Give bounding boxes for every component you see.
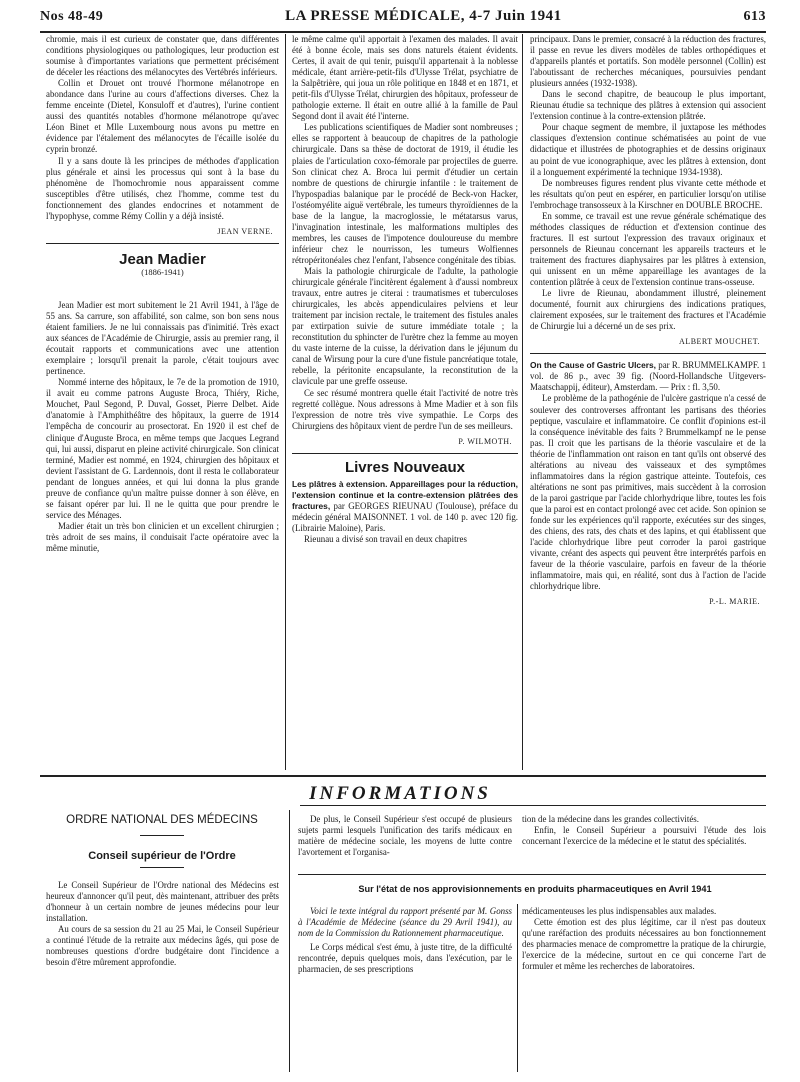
column-3: [530, 34, 766, 613]
paragraph: Le Corps médical s'est ému, à juste titre, de la difficulté rencontrée, depuis quelques mois, dans l'exécution, par le pharmacien, de ses prescriptions: [298, 942, 512, 975]
paragraph: Pour chaque segment de membre, il juxtapose les méthodes classiques d'extension continue schématisées au point de vue didactique et illustrées de photographies et de dessins originaux au point de vue iconographique, avec les plâtres à extension, dont il a longuement expérimenté la technique 1934-1938).: [530, 122, 766, 177]
conseil-underline: [140, 867, 184, 868]
paragraph: principaux. Dans le premier, consacré à la réduction des fractures, il passe en revue les divers modèles de tables orthopédiques et d'appareils plantés et portatifs. Son modèle personnel (Collin) est l'aboutissant de recherches mécaniques, poursuivies pendant plusieurs années (1932-1938).: [530, 34, 766, 89]
paragraph: De plus, le Conseil Supérieur s'est occupé de plusieurs sujets parmi lesquels l'unification des tarifs médicaux en matière de médecine sociale, les moyens de lutte contre l'avortement et l'organisa-: [298, 814, 512, 858]
paragraph: Enfin, le Conseil Supérieur a poursuivi l'étude des lois concernant l'exercice de la médecine et le statut des spécialités.: [522, 825, 766, 847]
issue-number: Nos 48-49: [40, 9, 104, 24]
informations-rule: [40, 775, 766, 777]
section-divider: [46, 243, 279, 244]
obituary-dates: (1886-1941): [141, 266, 184, 277]
signature-mouchet: ALBERT MOUCHET.: [679, 337, 760, 347]
paragraph: Ce sec résumé montrera quelle était l'activité de notre très regretté collègue. Nous adressons à Mme Madier et à son fils l'expression de notre très vive sympathie. Le Corps des Chirurgiens des hôpitaux vient de perdre l'un de ses meilleurs.: [292, 387, 518, 431]
signature-verne: JEAN VERNE.: [217, 226, 273, 236]
book-entry: [530, 360, 766, 393]
book-entry: [292, 479, 518, 534]
book-details: par R. BRUMMELKAMPF. 1 vol. de 86 p., avec 39 fig. (Noord-Hollandsche Uitgevers-Maatschappij, éditeur), Amsterdam. — Prix : fl. 3,50.: [530, 360, 767, 393]
page-number: 613: [743, 9, 766, 24]
paragraph: Le livre de Rieunau, abondamment illustré, pleinement documenté, fournit aux chirurgiens des indications pratiques, clairement exposées, sur le traitement des fractures et l'Académie de Chirurgie lui a décerné un de ses prix.: [530, 288, 766, 332]
paragraph: Cette émotion est des plus légitime, car il n'est pas douteux qu'une raréfaction des produits nécessaires au bon fonctionnement des pharmacies menace de compromettre la pratique de la chirurgie, l'exercice de la médecine, surtout en ce qui concerne l'art de formuler et même les recherches de laboratoires.: [522, 917, 766, 972]
approv-heading: Sur l'état de nos approvisionnements en produits pharmaceutiques en Avril 1941: [358, 884, 712, 894]
paragraph: Les publications scientifiques de Madier sont nombreuses ; elles se rapportent à beaucoup de chapitres de la pathologie chirurgicale. Dans sa thèse de doctorat de 1919, il étudie les plaies de l'articulation coxo-fémorale par projectiles de guerre. Son clinicat chez A. Broca lui permit d'étudier un certain nombre de questions de chirurgie infantile : le traitement de l'hypospadias balanique par le procédé de Beck-von Hacker, l'ostéomyélite aiguë vertébrale, les tumeurs thyroïdiennes de la base de la langue, la macroglossie, le métatarsus varus, l'invagination intestinale, les malformations multiples des membres, les causes de l'impotence douloureuse du membre inférieur chez le nourrisson, les tumeurs Wolfiennes rétropéritonéales chez l'enfant, l'absence congénitale des tibias.: [292, 122, 518, 265]
column-2: [292, 34, 518, 545]
informations-underline: [300, 805, 766, 806]
book-title: On the Cause of Gastric Ulcers,: [530, 360, 656, 371]
approv-text-right: [522, 906, 766, 972]
paragraph: Le Conseil Supérieur de l'Ordre national des Médecins est heureux d'annoncer qu'il peut, dès maintenant, attribuer des prêts d'honneur à un certain nombre de jeunes médecins pour leur installation.: [46, 880, 279, 924]
paragraph: le même calme qu'il apportait à l'examen des malades. Il avait été à bonne école, mais ses dons naturels étaient évidents. Certes, il avait de qui tenir, puisqu'il appartenait à la noblesse médicale, étant arrière-petit-fils d'Ulysse Trélat, psychiatre de la Salpêtrière, qui joua un rôle politique en 1848 et en 1871, et petit-fils d'Ulysse Trélat, chirurgien des hôpitaux, professeur de pathologie externe. Il était en outre allié à la famille de Paul Segond dont il avait été l'interne.: [292, 34, 518, 122]
column-rule: [517, 904, 518, 1072]
column-rule: [285, 34, 286, 770]
signature-marie: P.-L. MARIE.: [709, 597, 760, 607]
paragraph: Le problème de la pathogénie de l'ulcère gastrique n'a cessé de soulever des controverses affrontant les partisans des théories peptique, vasculaire et inflammatoire. Ce conflit d'opinions est-il la conséquence inévitable des faits ? Brummelkampf ne le pense pas. Il croit que les partisans de la théorie vasculaire et de la théorie de l'inflammation ont raison en tant qu'ils ont observé des altérations au niveau des vaisseaux et des symptômes inflammatoires dans la région gastrique atteinte. Toutefois, ces altérations ne sont pas primitives, mais succèdent à la corrosion de la paroi gastrique par l'acide chlorhydrique libre, toutes les fois que la paroi est en contact prolongé avec cet acide. Son opinion se fonde sur les expériences qu'il rapporte, exécutées sur des singes, des chiens, des rats, des chats et des lapins, et qui établissent que l'acide chlorhydrique libre peut corroder la paroi gastrique vivante, créant des aspects qui peuvent être interprétés parfois en faveur de la théorie vasculaire, parfois en faveur de la théorie inflammatoire, mais qui, en réalité, sont dus à l'action de l'acide chlorhydrique libre.: [530, 393, 766, 592]
ordre-text-right: [522, 814, 766, 847]
paragraph: Il y a sans doute là les principes de méthodes d'application plus générale et ainsi les processus qui sont à la base du phénomène de l'homochromie nous apparaissent comme susceptibles d'être utilisés, chez l'homme, comme test du fonctionnement des glandes endocrines et notamment de l'hypophyse, comme Rémy Collin y a déjà insisté.: [46, 155, 279, 221]
signature-wilmoth: P. WILMOTH.: [458, 436, 512, 446]
article-verne: [46, 34, 279, 237]
ordre-heading: ORDRE NATIONAL DES MÉDECINS: [66, 814, 258, 826]
column-rule: [522, 34, 523, 770]
section-title-informations: INFORMATIONS: [309, 783, 491, 804]
paragraph: De nombreuses figures rendent plus vivante cette méthode et les résultats qu'on peut en espérer, en particulier lorsqu'on utilise l'embrochage transosseux à la Kirschner en DOUBLE BROCHE.: [530, 177, 766, 210]
ordre-underline: [140, 835, 184, 836]
section-divider: [530, 353, 766, 354]
paragraph: médicamenteuses les plus indispensables aux malades.: [522, 906, 717, 916]
obituary-title: Jean Madier: [119, 250, 206, 268]
column-1: [46, 34, 279, 554]
paragraph: Rieunau a divisé son travail en deux chapitres: [304, 534, 467, 545]
ordre-text: [46, 880, 279, 968]
paragraph: Collin et Drouet ont trouvé l'hormone mélanotrope en abondance dans l'urine au cours d'affections diverses. Chez la femme enceinte (Dietel, Konsuloff et d'autres), l'urine contient aussi des quantités notables d'hormone mélanotrope qu'avec Léon Binet et Mlle Luxembourg nous avons pu mettre en évidence par l'étalement des mélanocytes de l'écaille isolée du cyprin bronzé.: [46, 78, 279, 155]
paragraph: Voici le texte intégral du rapport présenté par M. Gonss à l'Académie de Médecine (séance du 29 Avril 1941), au nom de la Commission du Rationnement pharmaceutique.: [298, 906, 512, 939]
ordre-text-mid: [298, 814, 512, 858]
header-rule: [40, 31, 766, 33]
paragraph: tion de la médecine dans les grandes collectivités.: [522, 814, 699, 824]
page-header: [40, 8, 766, 30]
paragraph: Nommé interne des hôpitaux, le 7e de la promotion de 1910, il avait eu comme patrons Auguste Broca, Thiéry, Riche, Mouchet, Paul Segond, P. Duval, Gosset, Pierre Delbet. Aide d'anatomie à l'Amphithéâtre des hôpitaux, la guerre de 1914 l'empêcha de concourir au prosectorat. En 1920 il est chef de clinique d'Auguste Broca, en même temps que Jacques Legrand qui, lui aussi, disparut en pleine activité chirurgicale. Son clinicat terminé, Madier est nommé, en 1924, chirurgien des hôpitaux et devient l'assistant de G. Lardennois, dont il resta le collaborateur pendant de longues années, et qui lui donna la plus grande preuve de confiance qu'un maître puisse donner à son élève, en se faisant opérer par lui. Il ne le quitta que pour prendre le service des Ménages.: [46, 377, 279, 520]
book-title: Les plâtres à extension. Appareillages pour la réduction, l'extension continue et la contre-extension plâtrées des fractures,: [292, 478, 518, 511]
paragraph: Au cours de sa session du 21 au 25 Mai, le Conseil Supérieur a continué l'étude de la retraite aux médecins âgés, qui pose de nombreuses questions d'ordre budgétaire dont l'incidence a besoin d'être mûrement approfondie.: [46, 924, 279, 968]
paragraph: chromie, mais il est curieux de constater que, dans différentes conditions physiologiques ou pathologiques, leur production est soumise à d'importantes variations que permettent précisément de déceler les réactions des mélanocytes des Vertébrés inférieurs.: [46, 34, 279, 78]
paragraph: Jean Madier est mort subitement le 21 Avril 1941, à l'âge de 55 ans. Sa carrure, son affabilité, son calme, son bon sens nous étaient familiers. Je ne lui connaissais pas d'inimitié. Très exact aux séances de l'Académie de Chirurgie, assis au premier rang, il écoutait rapports et communications avec une attention exemplaire ; lorsqu'il prenait la parole, c'était toujours avec pertinence.: [46, 299, 279, 377]
journal-title: LA PRESSE MÉDICALE, 4-7 Juin 1941: [285, 8, 562, 24]
paragraph: Mais la pathologie chirurgicale de l'adulte, la pathologie chirurgicale générale l'incitèrent également à d'aussi nombreux travaux, entre autres je citerai : traumatismes et tuberculoses chirurgicales, les abcès appendiculaires pelviens et leur traitement par incision rectale, le traitement des fistules anales par extirpation suivie de suture immédiate totale ; la reconstitution du sphincter de l'urètre chez la femme au moyen du vaste interne de la cuisse, la dérivation dans le jéjunum du canal de Wirsung pour la cure d'une fistule pancréatique totale, rebelle, la péritonite encapsulante, la reconstitution de la clavicule par une greffe osseuse.: [292, 265, 518, 387]
paragraph: En somme, ce travail est une revue générale schématique des méthodes classiques de réduction et d'extension continue des fractures. Il est surtout l'expression des travaux originaux et personnels de Rieunau concernant les appareils tracteurs et le traitement des fractures diaphysaires par les plâtres à extension, qui unissent en un même appareillage les avantages de la contention plâtrée à ceux de l'extension continue trans-osseuse.: [530, 210, 766, 288]
approv-text-left: [298, 906, 512, 975]
section-divider: [292, 453, 518, 454]
paragraph: Dans le second chapitre, de beaucoup le plus important, Rieunau étudie sa technique des plâtres à extension qui associent l'extension continue à la contre-extension plâtrée.: [530, 89, 766, 122]
column-rule: [289, 810, 290, 1072]
paragraph: Madier était un très bon clinicien et un excellent chirurgien ; très adroit de ses mains, il conduisait l'acte opératoire avec la même minutie,: [46, 520, 279, 553]
conseil-heading: Conseil supérieur de l'Ordre: [88, 850, 236, 862]
book-details: par GEORGES RIEUNAU (Toulouse), préface du médecin général MAISONNET. 1 vol. de 140 p. avec 120 fig. (Librairie Maloine), Paris.: [292, 500, 518, 533]
section-title-livres: Livres Nouveaux: [344, 458, 466, 476]
section-divider: [298, 874, 766, 875]
